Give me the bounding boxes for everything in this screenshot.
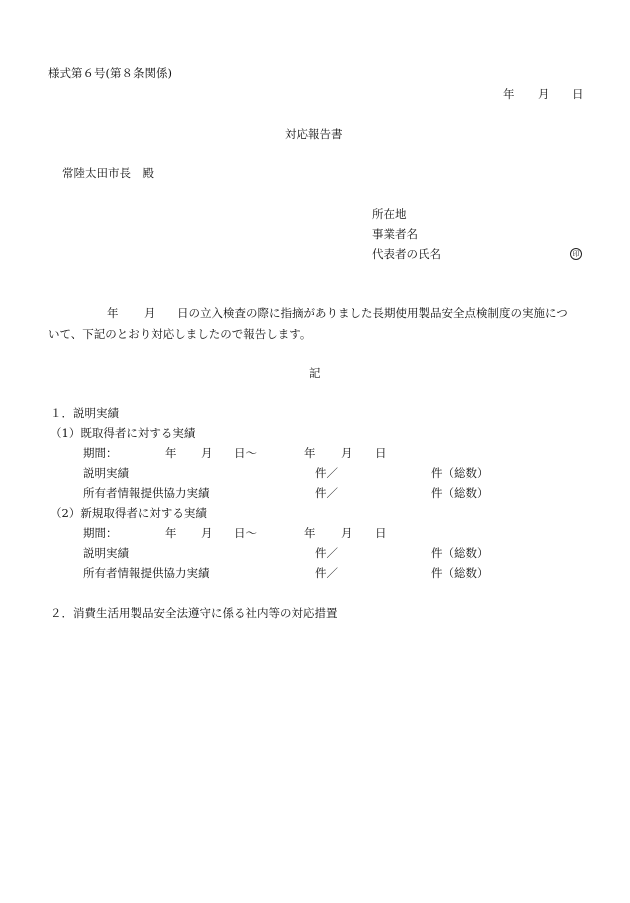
period-month: 月	[201, 526, 213, 540]
subsection-2-heading: （2）新規取得者に対する実績	[50, 506, 207, 520]
subsection-1-heading: （1）既取得者に対する実績	[50, 426, 196, 440]
date-month: 月	[538, 87, 550, 101]
period-year: 年	[165, 526, 177, 540]
total-unit: 件（総数）	[431, 546, 489, 560]
document-title: 対応報告書	[285, 127, 343, 141]
section-2-heading: ２．消費生活用製品安全法遵守に係る社内等の対応措置	[50, 606, 338, 620]
row-label: 説明実績	[83, 546, 129, 560]
address-label: 所在地	[372, 207, 407, 221]
period-year2: 年	[304, 446, 316, 460]
period-label: 期間：	[83, 526, 118, 540]
total-unit: 件（総数）	[431, 466, 489, 480]
period-month2: 月	[341, 446, 353, 460]
body-line1: 日の立入検査の際に指摘がありました長期使用製品安全点検制度の実施につ	[177, 306, 568, 320]
form-number: 様式第６号(第８条関係)	[48, 66, 172, 80]
business-name-label: 事業者名	[372, 227, 418, 241]
addressee: 常陸太田市長 殿	[62, 166, 154, 180]
period-year2: 年	[304, 526, 316, 540]
count-unit: 件／	[315, 546, 338, 560]
count-unit: 件／	[315, 566, 338, 580]
date-year: 年	[503, 87, 515, 101]
period-day-to: 日〜	[234, 446, 257, 460]
section-1-heading: １．説明実績	[50, 406, 119, 420]
body-year: 年	[107, 306, 119, 320]
period-month2: 月	[341, 526, 353, 540]
count-unit: 件／	[315, 486, 338, 500]
count-unit: 件／	[315, 466, 338, 480]
ki-heading: 記	[309, 366, 321, 380]
row-label: 所有者情報提供協力実績	[83, 566, 210, 580]
total-unit: 件（総数）	[431, 566, 489, 580]
period-year: 年	[165, 446, 177, 460]
period-day-to: 日〜	[234, 526, 257, 540]
period-month: 月	[201, 446, 213, 460]
representative-label: 代表者の氏名	[372, 247, 441, 261]
period-day2: 日	[375, 446, 387, 460]
period-day2: 日	[375, 526, 387, 540]
row-label: 説明実績	[83, 466, 129, 480]
body-month: 月	[144, 306, 156, 320]
period-label: 期間：	[83, 446, 118, 460]
date-day: 日	[572, 87, 584, 101]
total-unit: 件（総数）	[431, 486, 489, 500]
body-line2: いて、下記のとおり対応しましたので報告します。	[48, 327, 312, 341]
seal-icon: 印	[570, 248, 582, 260]
row-label: 所有者情報提供協力実績	[83, 486, 210, 500]
